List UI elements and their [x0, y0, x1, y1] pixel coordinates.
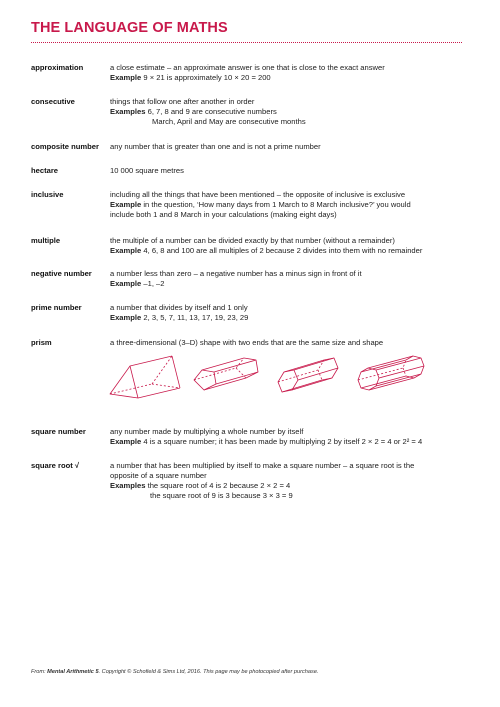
term-label: prime number — [31, 303, 82, 312]
example-label: Example — [110, 437, 142, 446]
definition-text: any number made by multiplying a whole number by itself — [110, 427, 304, 436]
example-line — [110, 200, 475, 210]
definition — [110, 303, 475, 323]
pentagonal-prism-icon — [194, 358, 258, 390]
example-text: 2, 3, 5, 7, 11, 13, 17, 19, 23, 29 — [143, 313, 249, 322]
term-label: prism — [31, 338, 52, 347]
example-label: Example — [110, 313, 142, 322]
example-label: Example — [110, 200, 142, 209]
definition — [110, 269, 475, 289]
definition — [110, 142, 475, 152]
example-label: Example — [110, 73, 142, 82]
definition — [110, 461, 475, 501]
prism-illustrations — [108, 350, 443, 410]
term-label: square number — [31, 427, 86, 436]
example-text: 4 is a square number; it has been made by multiplying 2 by itself 2 × 2 = 4 or 2² = 4 — [143, 437, 423, 446]
definition-text: opposite of a square number — [110, 471, 207, 480]
example-label: Example — [110, 246, 142, 255]
term-label: approximation — [31, 63, 84, 72]
footer-book-title: Mental Arithmetic 5 — [47, 669, 99, 675]
definition-text: any number that is greater than one and is not a prime number — [110, 142, 321, 151]
example-line — [110, 246, 475, 256]
example-line — [110, 437, 475, 447]
definition — [110, 236, 475, 256]
triangular-prism-icon — [110, 356, 180, 398]
definition — [110, 338, 475, 348]
definition-text: a three-dimensional (3–D) shape with two ends that are the same size and shape — [110, 338, 384, 347]
example-line — [110, 481, 475, 491]
definition — [110, 427, 475, 447]
example-text: 4, 6, 8 and 100 are all multiples of 2 because 2 divides into them with no remainder — [143, 246, 423, 255]
copyright-footer — [31, 669, 318, 675]
definition-text: a close estimate – an approximate answer is one that is close to the exact answer — [110, 63, 385, 72]
example-line — [110, 279, 475, 289]
example-text: 9 × 21 is approximately 10 × 20 = 200 — [143, 73, 271, 82]
example-text: the square root of 4 is 2 because 2 × 2 = 4 — [147, 481, 291, 490]
definition-text: 10 000 square metres — [110, 166, 184, 175]
example-label: Examples — [110, 481, 146, 490]
term-label: inclusive — [31, 190, 64, 199]
footer-copyright: . Copyright © Schofield & Sims Ltd, 2016. This page may be photocopied after purchase. — [98, 669, 319, 675]
example-text: in the question, ‘How many days from 1 March to 8 March inclusive?’ you would — [143, 200, 411, 209]
example-line — [110, 107, 475, 117]
example-line — [110, 313, 475, 323]
example-continuation: include both 1 and 8 March in your calculations (making eight days) — [110, 210, 337, 219]
example-label: Examples — [110, 107, 146, 116]
title-divider — [31, 42, 462, 43]
example-continuation: March, April and May are consecutive months — [152, 117, 306, 126]
definition-text: including all the things that have been mentioned – the opposite of inclusive is exclusive — [110, 190, 406, 199]
octagonal-prism-icon — [358, 356, 424, 390]
example-line — [110, 73, 475, 83]
page-title: THE LANGUAGE OF MATHS — [31, 20, 228, 36]
hexagonal-prism-icon — [278, 358, 338, 392]
definition-text: a number less than zero – a negative number has a minus sign in front of it — [110, 269, 362, 278]
term-label: multiple — [31, 236, 61, 245]
footer-prefix: From: — [31, 669, 48, 675]
example-text: –1, –2 — [143, 279, 165, 288]
definition-text: the multiple of a number can be divided exactly by that number (without a remainder) — [110, 236, 395, 245]
definition — [110, 190, 475, 220]
definition-text: things that follow one after another in order — [110, 97, 255, 106]
example-continuation: the square root of 9 is 3 because 3 × 3 = 9 — [150, 491, 293, 500]
definition — [110, 63, 475, 83]
example-text: 6, 7, 8 and 9 are consecutive numbers — [147, 107, 277, 116]
example-label: Example — [110, 279, 142, 288]
definition — [110, 97, 475, 127]
term-label: hectare — [31, 166, 59, 175]
definition — [110, 166, 475, 176]
term-label: composite number — [31, 142, 99, 151]
definition-text: a number that divides by itself and 1 only — [110, 303, 248, 312]
term-label: consecutive — [31, 97, 75, 106]
term-label: negative number — [31, 269, 92, 278]
term-label: square root √ — [31, 461, 80, 470]
definition-text: a number that has been multiplied by itself to make a square number – a square root is the — [110, 461, 415, 470]
